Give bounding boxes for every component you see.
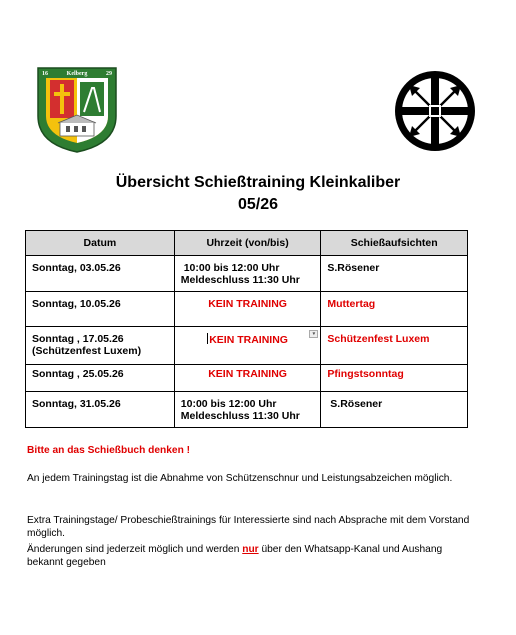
cell-date: Sonntag , 25.05.26 [26,365,175,392]
table-row [26,256,468,292]
cell-time: KEIN TRAINING ▾ [174,327,321,365]
shooting-book-reminder: Bitte an das Schießbuch denken ! [27,445,191,456]
cell-time: KEIN TRAINING [174,365,321,392]
cell-supervisor: Schützenfest Luxem [321,327,468,365]
cell-supervisor: Pfingstsonntag [321,365,468,392]
table-row [26,392,468,428]
table-row [26,365,468,392]
training-schedule-table [25,230,468,428]
cell-dropdown-icon[interactable]: ▾ [309,330,318,338]
cell-date: Sonntag, 31.05.26 [26,392,175,428]
cell-time: KEIN TRAINING [174,292,321,327]
note-changes: Änderungen sind jederzeit möglich und werden nur über den Whatsapp-Kanal und Aushang bekannt gegeben [27,544,443,568]
cell-time: 10:00 bis 12:00 Uhr Meldeschluss 11:30 Uhr [174,392,321,428]
table-row [26,327,468,365]
table-row [26,292,468,327]
cross-arrows-emblem [393,69,477,153]
column-header-date: Datum [26,231,175,256]
table-header-row [26,231,468,256]
page-subtitle-month: 05/26 [237,196,279,213]
club-crest-logo [36,66,118,154]
cell-date: Sonntag, 03.05.26 [26,256,175,292]
crest-year-left: 16 [42,71,48,77]
cell-supervisor: S.Rösener [321,392,468,428]
emphasis-only: nur [242,544,259,555]
note-extra-training: Extra Trainingstage/ Probeschießtrainings für Interessierte sind nach Absprache mit dem Vorstand möglich. [27,515,470,539]
column-header-time: Uhrzeit (von/bis) [174,231,321,256]
crest-year-right: 29 [106,71,112,77]
cell-supervisor: S.Rösener [321,256,468,292]
cell-supervisor: Muttertag [321,292,468,327]
cell-date: Sonntag , 17.05.26 (Schützenfest Luxem) [26,327,175,365]
cell-time: 10:00 bis 12:00 Uhr Meldeschluss 11:30 Uhr [174,256,321,292]
column-header-supervisors: Schießaufsichten [321,231,468,256]
note-badges: An jedem Trainingstag ist die Abnahme von Schützenschnur und Leistungsabzeichen möglich. [27,473,453,484]
crest-town-name: Kelberg [66,71,88,77]
page-title: Übersicht Schießtraining Kleinkaliber [115,174,401,191]
cell-date: Sonntag, 10.05.26 [26,292,175,327]
